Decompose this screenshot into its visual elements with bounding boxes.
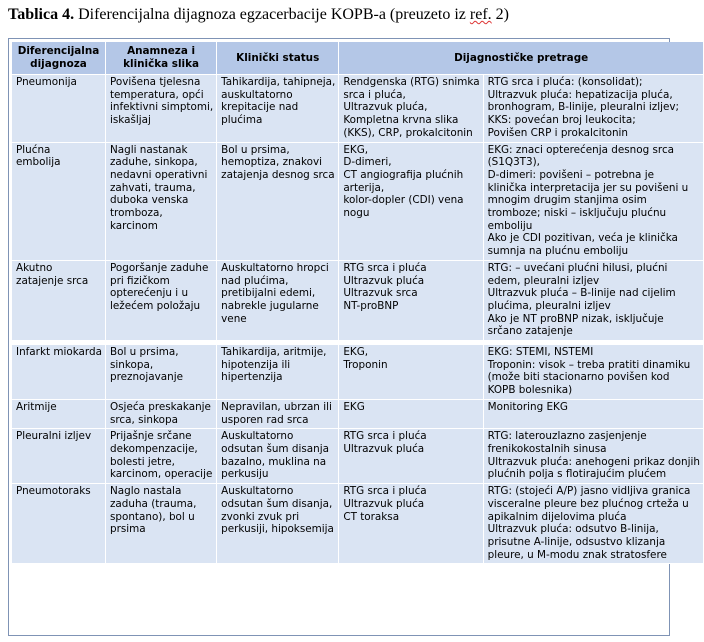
- cell-line: duboka venska: [109, 194, 189, 207]
- tests-cell: [339, 345, 483, 400]
- table-row: [12, 429, 704, 484]
- cell-line: Aritmije: [16, 400, 57, 413]
- diagnosis-cell: [12, 484, 106, 564]
- cell-line: Ultrazvuk pluća – B-linije nad cijelim: [487, 287, 676, 300]
- differential-diagnosis-table: [12, 42, 704, 564]
- cell-line: vene: [221, 312, 247, 325]
- cell-line: nad plućima,: [221, 274, 289, 287]
- table-row: [12, 400, 704, 429]
- cell-line: Ultrazvuk pluća: anehogeni prikaz donjih: [487, 455, 700, 468]
- cell-line: hipertenzija: [221, 371, 283, 384]
- cell-line: RTG: laterouzlazno zasjenjenje: [487, 430, 647, 443]
- cell-line: iskašljaj: [109, 114, 151, 127]
- cell-line: RTG srca i pluća: [343, 261, 427, 274]
- table-row: [12, 484, 704, 564]
- cell-line: Pneumonija: [16, 76, 77, 88]
- tests-cell: [339, 261, 483, 341]
- cell-line: zaduhe, sinkopa,: [109, 156, 198, 169]
- cell-line: plućnih polja s flotirajućim plućem: [487, 468, 667, 481]
- cell-line: infektivni simptomi,: [109, 101, 214, 114]
- cell-line: Ultrazvuk pluća: [343, 497, 425, 510]
- cell-line: nogu: [343, 207, 370, 220]
- cell-line: Tahikardija, aritmije,: [221, 346, 327, 359]
- diagnosis-cell: [12, 143, 106, 261]
- cell-line: Pogoršanje zaduhe: [109, 261, 209, 274]
- cell-line: Infarkt miokarda: [16, 346, 102, 359]
- cell-line: Ako je CDI pozitivan, veća je klinička: [487, 232, 678, 245]
- diagnosis-cell: [12, 261, 106, 341]
- findings-cell: [484, 429, 704, 484]
- tests-cell: [339, 75, 483, 143]
- table-body: [12, 75, 704, 564]
- history-cell: [106, 75, 217, 143]
- findings-cell: [484, 484, 704, 564]
- cell-line: Monitoring EKG: [487, 400, 568, 413]
- cell-line: Troponin: [343, 358, 388, 371]
- history-cell: [106, 429, 217, 484]
- cell-line: pretibijalni edemi,: [221, 287, 316, 300]
- cell-line: nedavni operativni: [109, 168, 208, 181]
- clinical-status-cell: [217, 75, 339, 143]
- cell-line: usporen rad srca: [221, 413, 309, 426]
- cell-line: prsima: [109, 523, 146, 536]
- cell-line: EKG: [343, 400, 365, 413]
- caption-text: Diferencijalna dijagnoza egzacerbacije KOPB-a (preuzeto iz: [78, 6, 466, 23]
- cell-line: sinkopa,: [109, 358, 154, 371]
- header-row: [12, 42, 704, 75]
- caption-ref-word: ref.: [469, 6, 492, 23]
- cell-line: zvonki zvuk pri: [221, 510, 300, 523]
- cell-line: auskultatorno: [221, 88, 293, 101]
- cell-line: tromboze; niski – isključuju plućnu: [487, 207, 667, 220]
- cell-line: srčano zatajenje: [487, 325, 573, 338]
- cell-line: edem, pleuralni izljev: [487, 274, 600, 287]
- cell-line: Ultrazvuk srca: [343, 287, 418, 300]
- history-cell: [106, 484, 217, 564]
- cell-line: CT toraksa: [343, 510, 400, 523]
- cell-line: (može biti stacionarno povišen kod: [487, 371, 670, 384]
- tests-cell: [339, 143, 483, 261]
- cell-line: pleure, u M-modu znak stratosfere: [487, 548, 667, 561]
- cell-line: bolesti jetre,: [109, 455, 175, 468]
- table-row: [12, 345, 704, 400]
- tests-cell: [339, 400, 483, 429]
- cell-line: spontano), bol u: [109, 510, 195, 523]
- cell-line: karcinom: [109, 219, 158, 232]
- cell-line: Pleuralni izljev: [16, 430, 92, 443]
- history-cell: [106, 345, 217, 400]
- cell-line: Troponin: visok – treba pratiti dinamiku: [487, 358, 691, 371]
- cell-line: Plućna: [16, 143, 51, 156]
- cell-line: EKG,: [343, 143, 369, 156]
- cell-line: karcinom, operacije: [109, 468, 213, 481]
- cell-line: Auskultatorno: [221, 430, 294, 443]
- cell-line: arterija,: [343, 181, 385, 194]
- cell-line: Povišena tjelesna: [109, 76, 201, 88]
- header-cell: [339, 42, 704, 75]
- cell-line: tromboza,: [109, 207, 163, 220]
- cell-line: Dijagnostičke pretrage: [454, 51, 589, 64]
- cell-line: krepitacije nad: [221, 101, 299, 114]
- clinical-status-cell: [217, 400, 339, 429]
- findings-cell: [484, 345, 704, 400]
- cell-line: Ultrazvuk pluća: [343, 442, 425, 455]
- cell-line: Nepravilan, ubrzan ili: [221, 400, 332, 413]
- cell-line: KOPB bolesnika): [487, 384, 573, 397]
- cell-line: srca, sinkopa: [109, 413, 178, 426]
- header-cell: [12, 42, 106, 75]
- header-cell: [106, 42, 217, 75]
- cell-line: hipotenzija ili: [221, 358, 291, 371]
- cell-line: Ako je NT proBNP nizak, isključuje: [487, 312, 664, 325]
- table-row: [12, 75, 704, 143]
- tests-cell: [339, 484, 483, 564]
- cell-line: EKG: STEMI, NSTEMI: [487, 346, 594, 359]
- cell-line: EKG,: [343, 346, 369, 359]
- history-cell: [106, 261, 217, 341]
- cell-line: Diferencijalna: [17, 45, 100, 58]
- cell-line: temperatura, opći: [109, 88, 204, 101]
- cell-line: Ultrazvuk pluća: odsutvo B-linija,: [487, 523, 659, 536]
- table-caption: [8, 6, 668, 24]
- cell-line: Ultrazvuk pluća: hepatizacija pluća,: [487, 88, 673, 101]
- cell-line: D-dimeri,: [343, 156, 392, 169]
- clinical-status-cell: [217, 484, 339, 564]
- cell-line: Naglo nastala: [109, 485, 182, 498]
- cell-line: emboliju: [487, 219, 533, 232]
- cell-line: prisutne A-linije, odsustvo klizanja: [487, 535, 666, 548]
- cell-line: mnogim drugim stanjima osim: [487, 194, 647, 207]
- cell-line: Klinički status: [236, 51, 320, 64]
- cell-line: CT angiografija plućnih: [343, 168, 464, 181]
- history-cell: [106, 143, 217, 261]
- cell-line: klinička interpretacija jer su povišeni u: [487, 181, 689, 194]
- diagnosis-cell: [12, 400, 106, 429]
- cell-line: Kompletna krvna slika: [343, 114, 459, 127]
- cell-line: nabrekle jugularne: [221, 299, 319, 312]
- cell-line: Nagli nastanak: [109, 143, 188, 156]
- cell-line: RTG srca i pluća: (konsolidat);: [487, 76, 643, 88]
- cell-line: apikalnim dijelovima pluća: [487, 510, 627, 523]
- cell-line: bronhogram, B-linije, pleuralni izljev;: [487, 101, 680, 114]
- cell-line: plućima: [221, 114, 263, 127]
- cell-line: Akutno: [16, 261, 53, 274]
- findings-cell: [484, 143, 704, 261]
- cell-line: plućima, pleuralni izljev: [487, 299, 611, 312]
- cell-line: zatajenja desnog srca: [221, 168, 335, 181]
- cell-line: perkusiji, hipoksemija: [221, 523, 334, 536]
- cell-line: visceralne pleure bez plućnog crteža u: [487, 497, 689, 510]
- cell-line: Rendgenska (RTG) snimka: [343, 76, 480, 88]
- cell-line: D-dimeri: povišeni – potrebna je: [487, 168, 654, 181]
- cell-line: opterećenju i u: [109, 287, 189, 300]
- cell-line: pri fizičkom: [109, 274, 170, 287]
- cell-line: Pneumotoraks: [16, 485, 91, 498]
- cell-line: Prijašnje srčane: [109, 430, 192, 443]
- clinical-status-cell: [217, 261, 339, 341]
- table-row: [12, 143, 704, 261]
- cell-line: (KKS), CRP, prokalcitonin: [343, 126, 473, 139]
- findings-cell: [484, 75, 704, 143]
- cell-line: bazalno, muklina na: [221, 455, 327, 468]
- clinical-status-cell: [217, 143, 339, 261]
- cell-line: zatajenje srca: [16, 274, 89, 287]
- cell-line: (S1Q3T3),: [487, 156, 540, 169]
- cell-line: Bol u prsima,: [109, 346, 179, 359]
- cell-line: Ultrazvuk pluća,: [343, 101, 428, 114]
- cell-line: KKS: povećan broj leukocita;: [487, 114, 636, 127]
- cell-line: zahvati, trauma,: [109, 181, 196, 194]
- cell-line: RTG: – uvećani plućni hilusi, plućni: [487, 261, 668, 274]
- cell-line: RTG: (stojeći A/P) jasno vidljiva granica: [487, 485, 691, 498]
- cell-line: Tahikardija, tahipneja,: [221, 76, 336, 88]
- cell-line: Auskultatorno: [221, 485, 294, 498]
- cell-line: zaduha (trauma,: [109, 497, 197, 510]
- cell-line: klinička slika: [123, 58, 200, 70]
- cell-line: kolor-dopler (CDI) vena: [343, 194, 464, 207]
- cell-line: hemoptiza, znakovi: [221, 156, 323, 169]
- cell-line: Povišen CRP i prokalcitonin: [487, 126, 629, 139]
- cell-line: Bol u prsima,: [221, 143, 290, 156]
- cell-line: embolija: [16, 156, 61, 169]
- cell-line: perkusiju: [221, 468, 269, 481]
- cell-line: EKG: znaci opterećenja desnog srca: [487, 143, 675, 156]
- caption-ref-num: 2): [495, 6, 509, 23]
- cell-line: RTG srca i pluća: [343, 430, 427, 443]
- cell-line: ležećem položaju: [109, 299, 201, 312]
- diagnosis-cell: [12, 75, 106, 143]
- header-cell: [217, 42, 339, 75]
- cell-line: Osjeća preskakanje: [109, 400, 211, 413]
- cell-line: Anamneza i: [127, 45, 196, 58]
- diagnosis-cell: [12, 429, 106, 484]
- cell-line: dijagnoza: [30, 58, 87, 70]
- cell-line: Auskultatorno hropci: [221, 261, 329, 274]
- cell-line: preznojavanje: [109, 371, 184, 384]
- cell-line: odsutan šum disanja,: [221, 497, 333, 510]
- tests-cell: [339, 429, 483, 484]
- clinical-status-cell: [217, 345, 339, 400]
- cell-line: dekompenzacije,: [109, 442, 198, 455]
- history-cell: [106, 400, 217, 429]
- cell-line: odsutan šum disanja: [221, 442, 329, 455]
- cell-line: frenikokostalnih sinusa: [487, 442, 607, 455]
- cell-line: Ultrazvuk pluća: [343, 274, 425, 287]
- diagnosis-cell: [12, 345, 106, 400]
- cell-line: RTG srca i pluća: [343, 485, 427, 498]
- cell-line: srca i pluća,: [343, 88, 406, 101]
- cell-line: sumnja na plućnu emboliju: [487, 245, 629, 258]
- cell-line: NT-proBNP: [343, 299, 399, 312]
- findings-cell: [484, 400, 704, 429]
- caption-label: Tablica 4.: [8, 6, 75, 23]
- findings-cell: [484, 261, 704, 341]
- clinical-status-cell: [217, 429, 339, 484]
- table-row: [12, 261, 704, 341]
